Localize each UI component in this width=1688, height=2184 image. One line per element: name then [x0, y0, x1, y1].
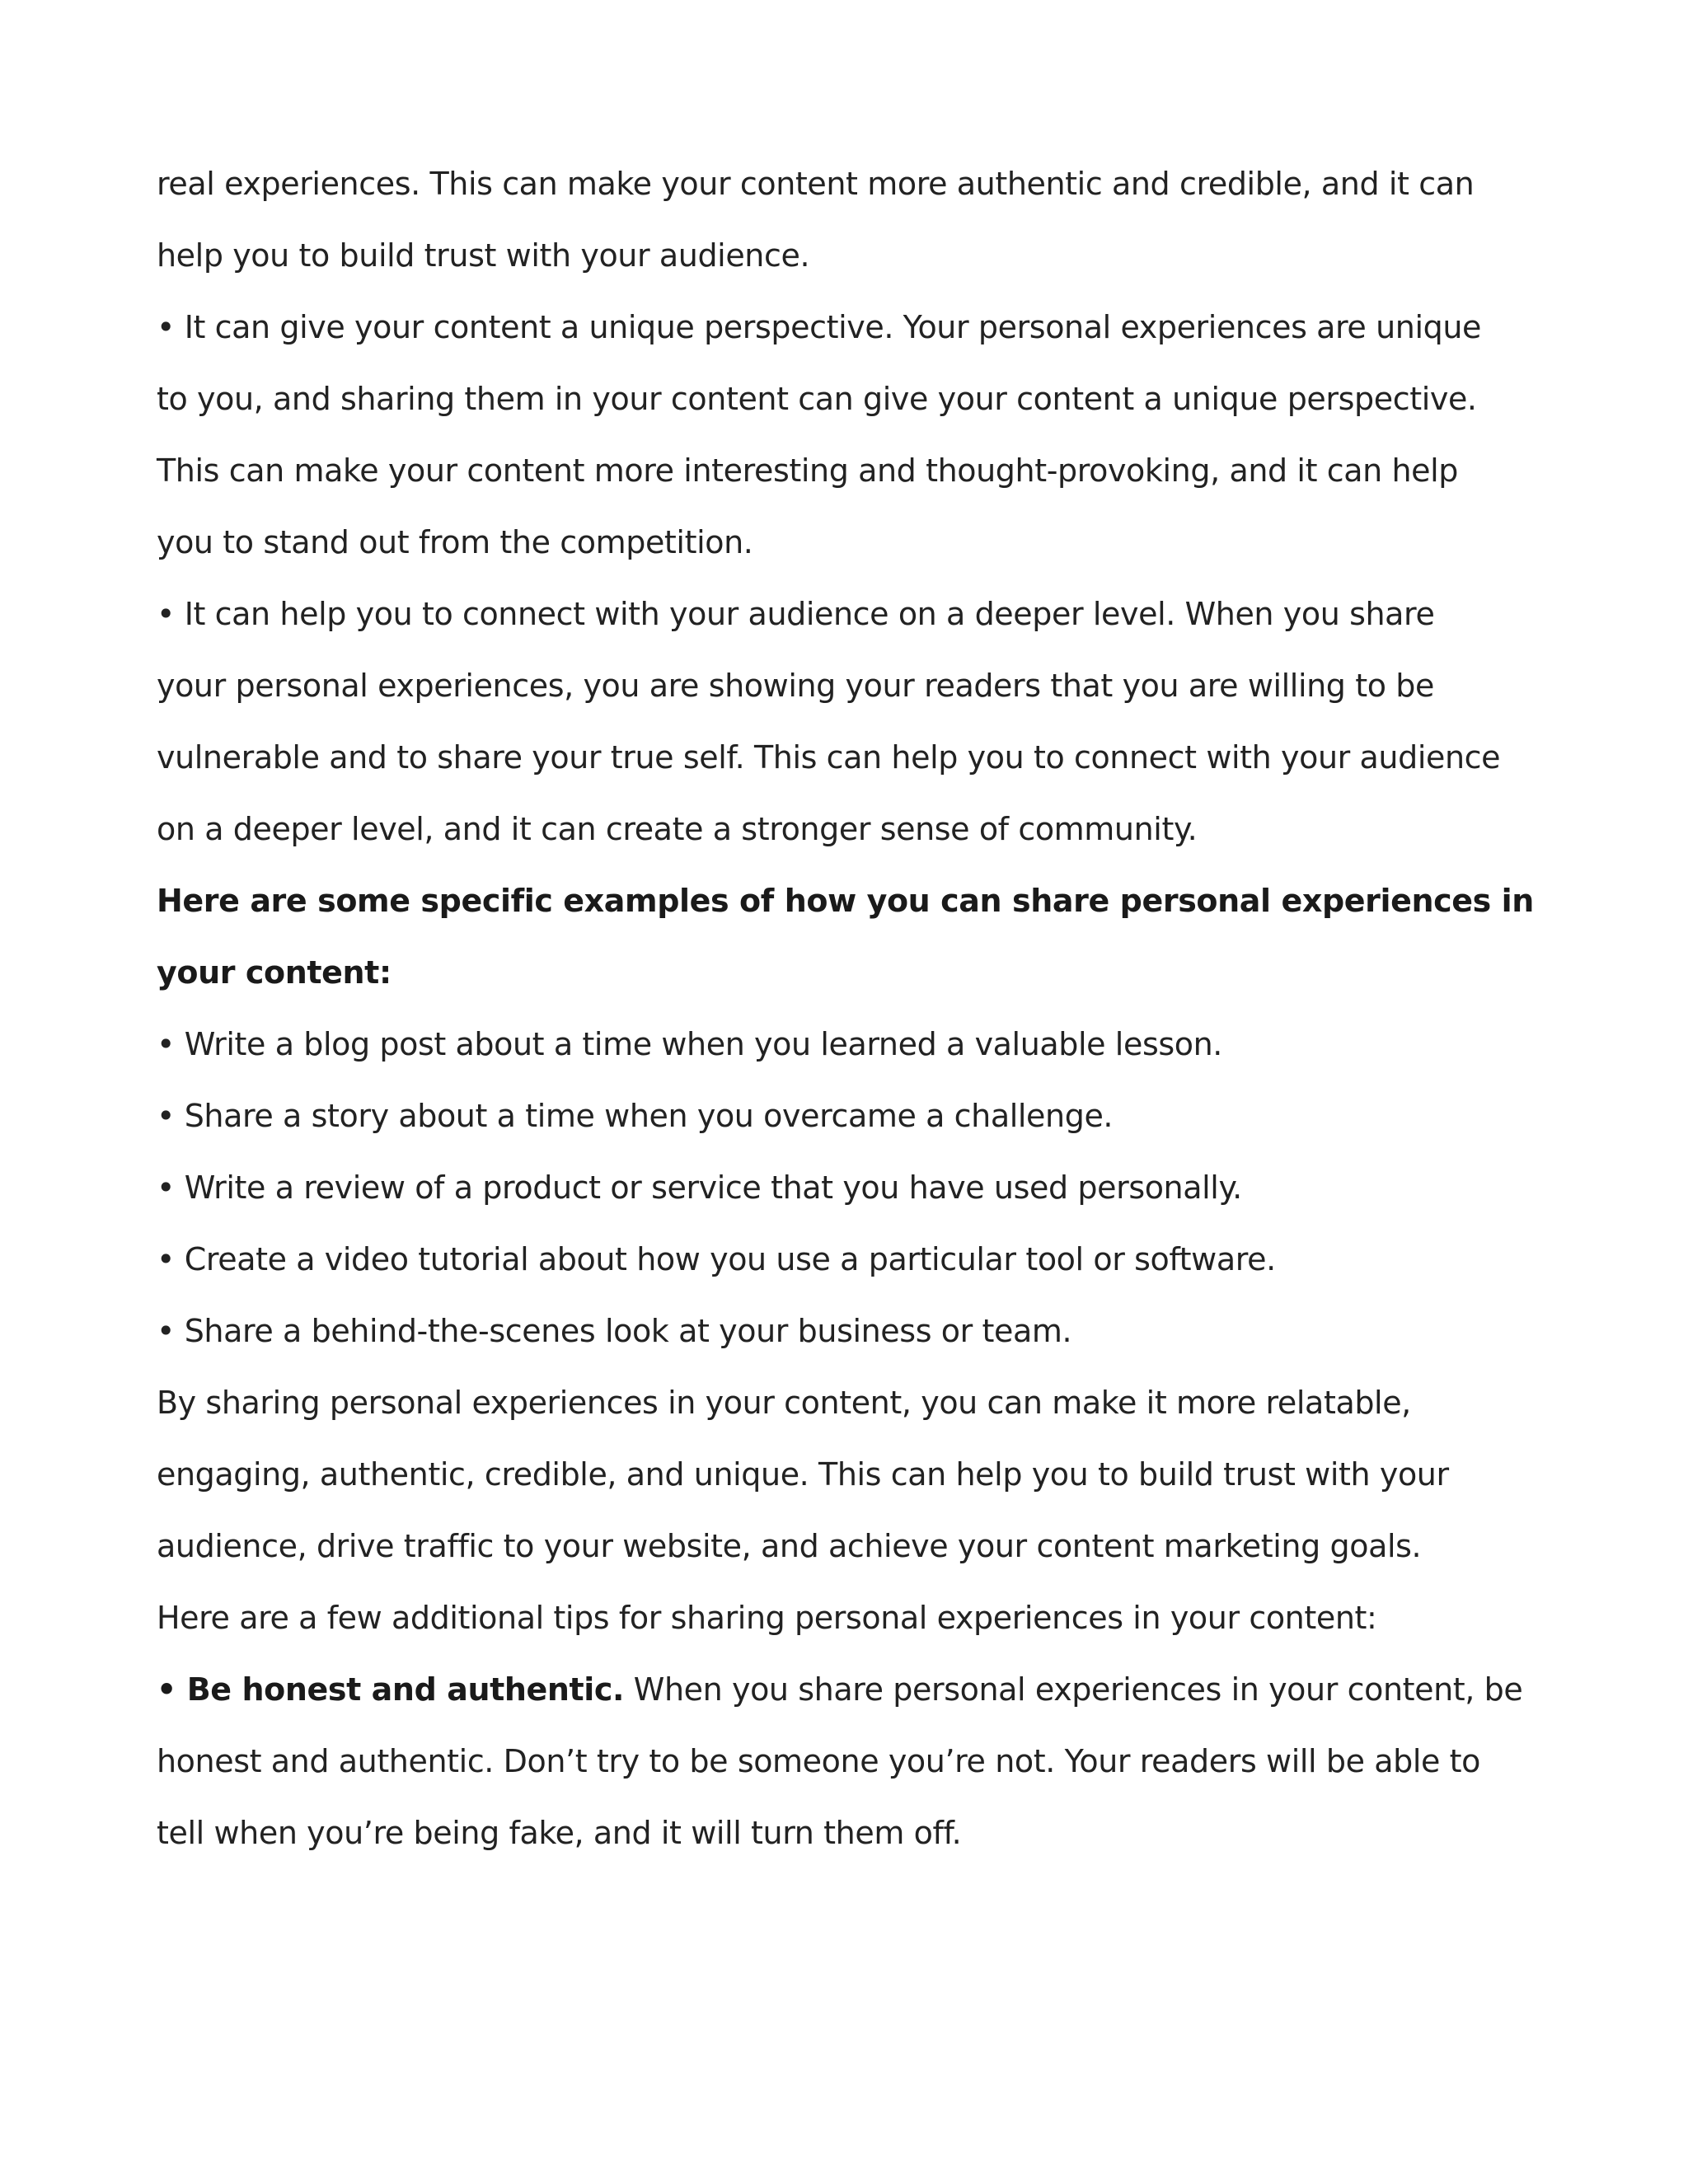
- paragraph-authenticity-continued: [157, 148, 1558, 292]
- bullet-connect-audience: [157, 579, 1558, 865]
- list-item: • Share a behind-the-scenes look at your business or team.: [157, 1313, 1072, 1349]
- text-line: to you, and sharing them in your content can give your content a unique perspective.: [157, 381, 1477, 417]
- list-item: • Share a story about a time when you overcame a challenge.: [157, 1098, 1114, 1134]
- text-line: help you to build trust with your audience.: [157, 237, 810, 274]
- tip-text: When you share personal experiences in your content, be: [624, 1671, 1523, 1708]
- text-line: • It can give your content a unique perspective. Your personal experiences are unique: [157, 309, 1481, 345]
- text-line: By sharing personal experiences in your content, you can make it more relatable,: [157, 1385, 1411, 1421]
- heading-line: your content:: [157, 954, 392, 991]
- text-line: audience, drive traffic to your website, and achieve your content marketing goals.: [157, 1528, 1422, 1564]
- text-line: you to stand out from the competition.: [157, 524, 753, 560]
- text-line: engaging, authentic, credible, and unique. This can help you to build trust with your: [157, 1456, 1449, 1493]
- text-line: tell when you’re being fake, and it will turn them off.: [157, 1815, 962, 1851]
- text-line: This can make your content more interesting and thought-provoking, and it can help: [157, 452, 1459, 489]
- text-line: [157, 1654, 1558, 1726]
- list-item: • Create a video tutorial about how you use a particular tool or software.: [157, 1241, 1276, 1277]
- tip-bold-lead: • Be honest and authentic.: [157, 1671, 625, 1708]
- examples-list: [157, 1009, 1558, 1367]
- list-item: • Write a review of a product or service that you have used personally.: [157, 1169, 1242, 1206]
- summary-paragraph: [157, 1367, 1558, 1582]
- text-line: • It can help you to connect with your audience on a deeper level. When you share: [157, 596, 1435, 632]
- document-body: [157, 148, 1558, 1869]
- heading-line: Here are some specific examples of how you can share personal experiences in: [157, 883, 1534, 919]
- text-line: on a deeper level, and it can create a stronger sense of community.: [157, 811, 1198, 847]
- examples-heading: [157, 865, 1558, 1009]
- text-line: your personal experiences, you are showing your readers that you are willing to be: [157, 668, 1434, 704]
- bullet-unique-perspective: [157, 292, 1558, 579]
- tip-be-honest: [157, 1654, 1558, 1869]
- list-item: • Write a blog post about a time when you learned a valuable lesson.: [157, 1026, 1222, 1062]
- text-line: real experiences. This can make your content more authentic and credible, and it can: [157, 166, 1475, 202]
- text-line: honest and authentic. Don’t try to be someone you’re not. Your readers will be able to: [157, 1743, 1481, 1779]
- text-line: vulnerable and to share your true self. This can help you to connect with your audience: [157, 739, 1501, 776]
- tips-intro: Here are a few additional tips for sharing personal experiences in your content:: [157, 1600, 1377, 1636]
